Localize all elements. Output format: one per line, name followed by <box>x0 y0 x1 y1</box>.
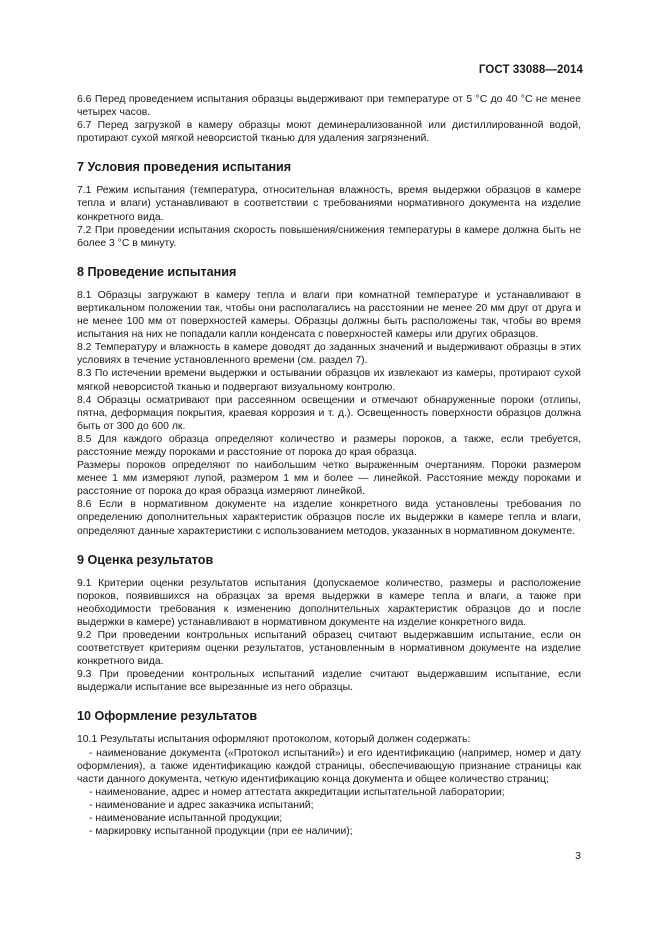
paragraph: 8.5 Для каждого образца определяют количество и размеры пороков, а также, если требуется, расстояние между пороками и расстояние от порока до края образца. <box>77 433 581 458</box>
paragraph: 8.4 Образцы осматривают при рассеянном освещении и отмечают обнаруженные пороки (отлипы, пятна, деформация покрытия, краевая коррозия и т. д.). Освещенность поверхности образцов должна быть от 300 до 600 лк. <box>77 394 581 432</box>
list-item: - наименование и адрес заказчика испытаний; <box>89 799 314 811</box>
paragraph: 8.2 Температуру и влажность в камере доводят до заданных значений и выдерживают образцы в этих условиях в течение установленного времени (см. раздел 7). <box>77 342 581 367</box>
paragraph: 9.3 При проведении контрольных испытаний изделие считают выдержавшим испытание, если выдержали испытание все вырезанные из него образцы. <box>77 669 581 694</box>
section-heading: 8 Проведение испытания <box>77 264 237 279</box>
document-code: ГОСТ 33088—2014 <box>478 64 583 76</box>
list-item: - наименование испытанной продукции; <box>89 813 283 825</box>
list-item: - наименование, адрес и номер аттестата аккредитации испытательной лаборатории; <box>89 786 505 798</box>
list-item: - наименование документа («Протокол испытаний») и его идентификацию (например, номер и дату оформления), а также идентификацию каждой страницы, обеспечивающую признание страницы как части данного документа, четкую идентификацию конца документа и общее количество страниц; <box>77 747 581 785</box>
paragraph: 9.2 При проведении контрольных испытаний образец считают выдержавшим испытание, если он соответствует критериям оценки результатов, установленным в нормативном документе на изделие конкретного вида. <box>77 630 581 668</box>
page-content <box>77 93 581 838</box>
paragraph: 6.6 Перед проведением испытания образцы выдерживают при температуре от 5 °С до 40 °С не менее четырех часов. <box>77 94 581 119</box>
list-item: - маркировку испытанной продукции (при ее наличии); <box>89 826 353 838</box>
paragraph: 6.7 Перед загрузкой в камеру образцы моют деминерализованной или дистиллированной водой, протирают сухой мягкой неворсистой тканью для удаления загрязнений. <box>77 120 581 145</box>
section-heading: 7 Условия проведения испытания <box>77 160 292 175</box>
section-heading: 9 Оценка результатов <box>77 552 214 567</box>
paragraph: 8.6 Если в нормативном документе на изделие конкретного вида установлены требования по определению дополнительных характеристик образцов после их выдержки в камере тепла и влаги, определяют данные характеристики с использованием методов, указанных в нормативном документе. <box>77 499 581 537</box>
paragraph: 9.1 Критерии оценки результатов испытания (допускаемое количество, размеры и расположение пороков, появившихся на образцах за время выдержки в камере тепла и влаги, а также при необходимости требования к изменению дополнительных характеристик образцов до и после выдержки в камере) устанавливают в нормативном документе на изделие конкретного вида. <box>77 577 581 628</box>
page-number: 3 <box>575 850 581 862</box>
paragraph: 10.1 Результаты испытания оформляют протоколом, который должен содержать: <box>77 734 471 746</box>
paragraph: 8.1 Образцы загружают в камеру тепла и влаги при комнатной температуре и устанавливают в вертикальном положении так, чтобы они располагались на расстоянии не менее 20 мм друг от друга и не менее 100 мм от поверхностей камеры. Образцы должны быть расположены так, чтобы во время испытания на них не попадали капли конденсата с поверхностей камеры или других образцов. <box>77 289 581 341</box>
paragraph: 7.1 Режим испытания (температура, относительная влажность, время выдержки образцов в камере тепла и влаги) устанавливают в соответствии с требованиями нормативного документа на изделие конкретного вида. <box>77 185 581 223</box>
section-heading: 10 Оформление результатов <box>77 709 258 724</box>
paragraph: Размеры пороков определяют по наибольшим четко выраженным очертаниям. Пороки размером менее 1 мм измеряют лупой, размером 1 мм и более — линейкой. Расстояние между пороками и расстояние от порока до края образца измеряют линейкой. <box>77 460 581 498</box>
paragraph: 7.2 При проведении испытания скорость повышения/снижения температуры в камере должна быть не более 3 °С в минуту. <box>77 224 581 249</box>
paragraph: 8.3 По истечении времени выдержки и остывании образцов их извлекают из камеры, протирают сухой мягкой неворсистой тканью и подвергают визуальному контролю. <box>77 368 581 393</box>
